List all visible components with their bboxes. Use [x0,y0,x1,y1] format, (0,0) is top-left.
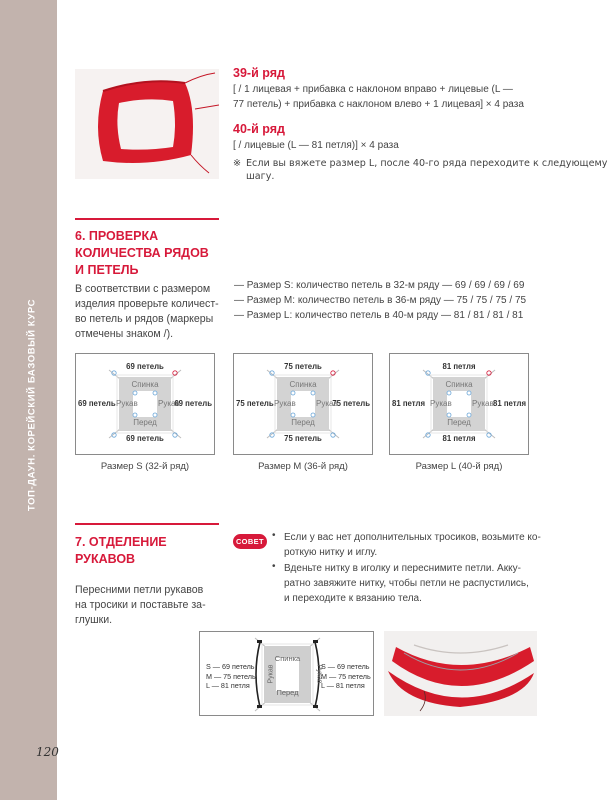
section-6-heading: 6. ПРОВЕРКА КОЛИЧЕСТВА РЯДОВ И ПЕТЕЛЬ [75,229,209,277]
count-right: 75 петель [332,399,370,408]
bullet-icon: • [272,530,276,541]
back-label: Спинка [445,380,473,389]
count-bottom: 81 петля [442,434,476,443]
section-7-body: Пересними петли рукавов на тросики и поставьте за- глушки. [75,584,206,626]
note-line-1: Если вы вяжете размер L, после 40-го ряда переходите к следующему [246,158,608,169]
marker-icon [311,391,315,395]
sleeve-left-label: Рукав [116,399,138,408]
front-label: Перед [133,418,157,427]
sleeve-right-label: Рукав [316,399,338,408]
back-label: Спинка [274,654,301,663]
count-top: 69 петель [126,362,164,371]
stitch-count-list [234,278,526,323]
separated-sleeves-photo [384,631,537,716]
count-bottom: 75 петель [284,434,322,443]
count-left: 69 петель [78,399,116,408]
front-label: Перед [291,418,315,427]
tip-badge: СОВЕТ [233,534,267,549]
bullet-icon: • [272,561,276,572]
marker-icon [447,391,451,395]
sleeve-separation-diagram [199,631,374,716]
row-39-title: 39-й ряд [233,66,285,80]
section-7-rule [75,523,219,525]
marker-icon [133,391,137,395]
section-7-heading: 7. ОТДЕЛЕНИЕ РУКАВОВ [75,535,167,566]
count-left: 75 петель [236,399,274,408]
note-line-2: шагу. [246,171,275,182]
back-label: Спинка [289,380,317,389]
front-label: Перед [276,688,299,697]
count-top: 81 петля [442,362,476,371]
marker-icon [291,413,295,417]
diagram-size-m [233,353,373,455]
sleeve-left-label: Рукав [274,399,296,408]
list-item: — Размер S: количество петель в 32-м ряду — 69 / 69 / 69 / 69 [234,280,525,291]
sleeve-left-label: Рукав [430,399,452,408]
marker-icon [153,391,157,395]
sleeve-left-label: Рукав [267,664,275,684]
marker-icon [291,391,295,395]
row-39-line-1: [ / 1 лицевая + прибавка с наклоном вправо + лицевые (L — [233,84,513,95]
note-symbol: ※ [233,158,242,169]
list-item: — Размер L: количество петель в 40-м ряду — 81 / 81 / 81 / 81 [234,310,524,321]
caption-size-s: Размер S (32-й ряд) [100,461,190,472]
marker-icon [133,413,137,417]
row-39-line-2: 77 петель) + прибавка с наклоном влево + 1 лицевая] × 4 раза [233,99,524,110]
list-item: — Размер M: количество петель в 36-м ряду — 75 / 75 / 75 / 75 [234,295,527,306]
caption-size-m: Размер M (36-й ряд) [258,461,348,472]
sleeve-right-label: Рукав [158,399,180,408]
marker-icon [467,413,471,417]
page-number: 120 [36,745,59,759]
row-40-line-1: [ / лицевые (L — 81 петля)] × 4 раза [233,140,399,151]
front-label: Перед [447,418,471,427]
knitted-yoke-photo [75,69,219,179]
marker-icon [467,391,471,395]
tip-2: Вденьте нитку в иголку и переснимите петли. Акку- ратно завяжите нитку, чтобы петли не распустились, и переходите к вязанию тела. [284,563,529,604]
row-40-title: 40-й ряд [233,122,285,136]
left-counts: S — 69 петель M — 75 петель L — 81 петля [206,662,256,690]
section-6-body: В соответствии с размером изделия проверьте количест- во петель и рядов (маркеры отмечены знаком /). [75,283,219,340]
count-right: 81 петля [493,399,526,408]
diagram-size-l [389,353,529,455]
count-right: 69 петель [174,399,212,408]
count-top: 75 петель [284,362,322,371]
section-6-rule [75,218,219,220]
marker-icon [153,413,157,417]
count-left: 81 петля [392,399,425,408]
caption-size-l: Размер L (40-й ряд) [415,461,503,472]
diagram-size-s [75,353,215,455]
tip-1: Если у вас нет дополнительных тросиков, возьмите ко- роткую нитку и иглу. [284,532,541,558]
marker-icon [447,413,451,417]
sleeve-right-label: Рукав [315,664,323,684]
running-title: ТОП-ДАУН. КОРЕЙСКИЙ БАЗОВЫЙ КУРС [26,298,38,512]
back-label: Спинка [131,380,159,389]
count-bottom: 69 петель [126,434,164,443]
marker-icon [311,413,315,417]
right-counts: S — 69 петель M — 75 петель L — 81 петля [321,662,371,690]
sleeve-right-label: Рукав [472,399,494,408]
